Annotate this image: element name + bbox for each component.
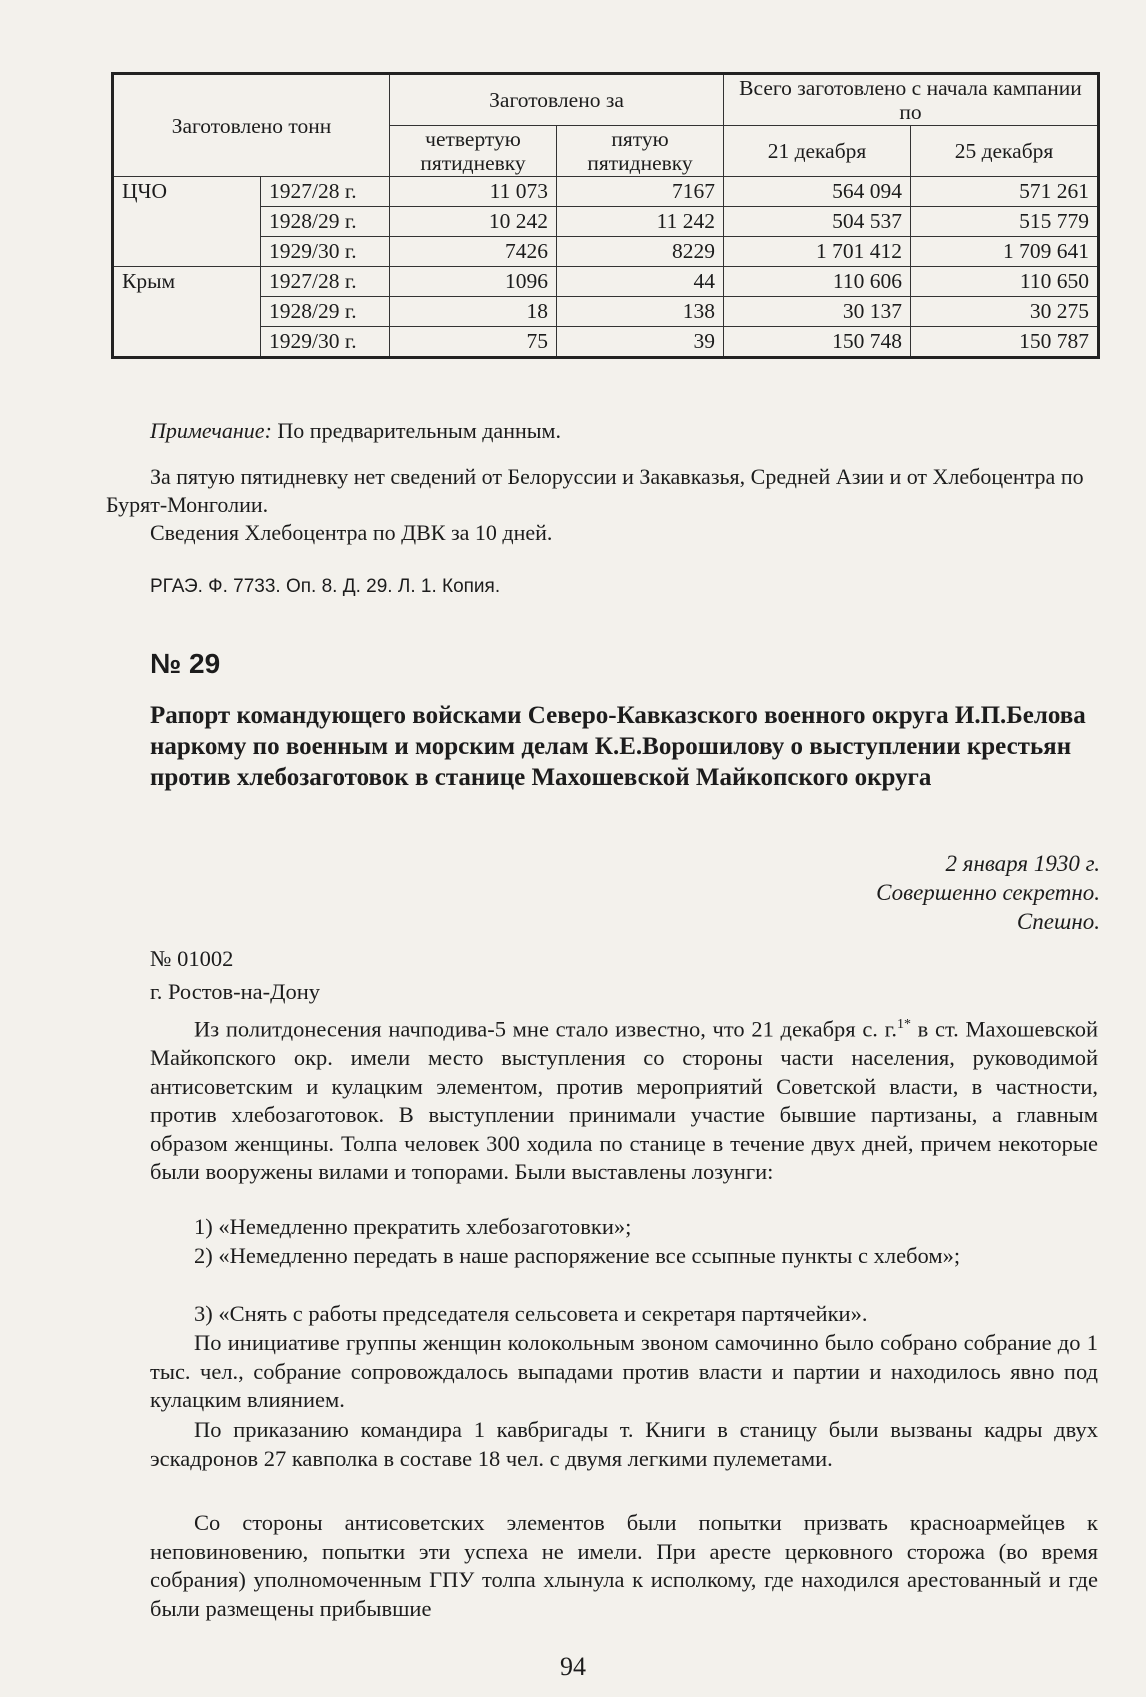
table-header-fourth: четвертую пятидневку (390, 126, 557, 177)
table-note (150, 418, 561, 444)
table-cell-region: Крым (113, 267, 261, 358)
table-cell: 1096 (390, 267, 557, 297)
urgency-stamp: Спешно. (1016, 909, 1100, 934)
table-cell-year: 1928/29 г. (261, 297, 390, 327)
note-text: По предварительным данным. (277, 418, 561, 443)
table-cell: 39 (557, 327, 724, 358)
document-number: № 29 (150, 648, 221, 679)
table-cell: 8229 (557, 237, 724, 267)
table-cell-year: 1928/29 г. (261, 207, 390, 237)
place-of-issue: г. Ростов-на-Дону (150, 979, 321, 1004)
table-cell: 110 606 (724, 267, 911, 297)
table-cell-year: 1929/30 г. (261, 327, 390, 358)
table-cell: 150 748 (724, 327, 911, 358)
body-text: Из политдонесения начподива-5 мне стало известно, что 21 декабря с. г. (194, 1016, 897, 1042)
table-row (113, 327, 1099, 358)
body-paragraph: По приказанию командира 1 кавбригады т. Книги в станицу были вызваны кадры двух эскадронов 27 кавполка в составе 18 чел. с двумя легкими пулеметами. (150, 1417, 1098, 1471)
table-cell: 571 261 (911, 177, 1099, 207)
table-cell-year: 1927/28 г. (261, 267, 390, 297)
body-paragraph: Со стороны антисоветских элементов были попытки призвать красноармейцев к неповиновению, попытки эти успеха не имели. При аресте церковного сторожа (во время собрания) уполномоченным ГПУ толпа хлынула к исполкому, где находился арестованный и где были размещены прибывшие (150, 1510, 1098, 1621)
outgoing-number: № 01002 (150, 946, 234, 971)
table-cell: 150 787 (911, 327, 1099, 358)
table-row (113, 297, 1099, 327)
table-header-dec21: 21 декабря (724, 126, 911, 177)
body-paragraph: По инициативе группы женщин колокольным звоном самочинно было собрано собрание до 1 тыс. чел., собрание сопровождалось выпадами против власти и партии и находилось явно под кулацким влиянием. (150, 1330, 1098, 1412)
table-cell: 18 (390, 297, 557, 327)
document-date: 2 января 1930 г. (945, 851, 1100, 876)
table-header-total: Всего заготовлено с начала кампании по (724, 74, 1099, 126)
table-row (113, 207, 1099, 237)
footnote-mark: 1* (896, 1017, 911, 1032)
table-cell: 10 242 (390, 207, 557, 237)
table-header-fifth: пятую пятидневку (557, 126, 724, 177)
table-cell: 504 537 (724, 207, 911, 237)
table-cell: 30 137 (724, 297, 911, 327)
classification-stamp: Совершенно секретно. (876, 880, 1100, 905)
table-row (113, 237, 1099, 267)
document-title: Рапорт командующего войсками Северо-Кавказского военного округа И.П.Белова наркому по военным и морским делам К.Е.Ворошилову о выступлении крестьян против хлебозаготовок в станице Махошевской Майкопского округа (150, 702, 1086, 791)
table-cell: 11 242 (557, 207, 724, 237)
paragraph: Сведения Хлебоцентра по ДВК за 10 дней. (150, 520, 553, 545)
table-cell: 515 779 (911, 207, 1099, 237)
table-cell: 7426 (390, 237, 557, 267)
table-cell-year: 1927/28 г. (261, 177, 390, 207)
note-label: Примечание: (150, 418, 272, 443)
table-cell-region: ЦЧО (113, 177, 261, 267)
table-header-dec25: 25 декабря (911, 126, 1099, 177)
table-cell: 110 650 (911, 267, 1099, 297)
table-header-harvested: Заготовлено за (390, 74, 724, 126)
grain-procurement-table (111, 72, 1100, 359)
table-header-tons: Заготовлено тонн (113, 74, 390, 177)
table-cell: 7167 (557, 177, 724, 207)
body-text: в ст. Махошевской Майкопского окр. имели место выступления со стороны части населения, руководимой антисоветским и кулацким элементом, против мероприятий Советской власти, в частности, против хлебозаготовок. В выступлении принимали участие бывшие партизаны, а главным образом женщины. Толпа человек 300 ходила по станице в течение двух дней, причем некоторые были вооружены вилами и топорами. Были выставлены лозунги: (150, 1016, 1098, 1184)
table-row (113, 267, 1099, 297)
table-cell: 138 (557, 297, 724, 327)
slogan-item: 3) «Снять с работы председателя сельсовета и секретаря партячейки». (194, 1301, 868, 1326)
slogan-item: 1) «Немедленно прекратить хлебозаготовки»; (194, 1214, 632, 1239)
table-cell: 1 709 641 (911, 237, 1099, 267)
table-cell: 564 094 (724, 177, 911, 207)
table-cell: 1 701 412 (724, 237, 911, 267)
table-cell: 11 073 (390, 177, 557, 207)
body-paragraph (150, 1011, 1098, 1187)
table-cell-year: 1929/30 г. (261, 237, 390, 267)
slogan-item: 2) «Немедленно передать в наше распоряжение все ссыпные пункты с хлебом»; (194, 1243, 961, 1268)
table-cell: 30 275 (911, 297, 1099, 327)
page-number: 94 (560, 1652, 586, 1681)
table-row (113, 177, 1099, 207)
paragraph: За пятую пятидневку нет сведений от Белоруссии и Закавказья, Средней Азии и от Хлебоцентра по Бурят-Монголии. (106, 464, 1084, 517)
table-cell: 44 (557, 267, 724, 297)
archive-source: РГАЭ. Ф. 7733. Оп. 8. Д. 29. Л. 1. Копия. (150, 576, 501, 597)
table-cell: 75 (390, 327, 557, 358)
